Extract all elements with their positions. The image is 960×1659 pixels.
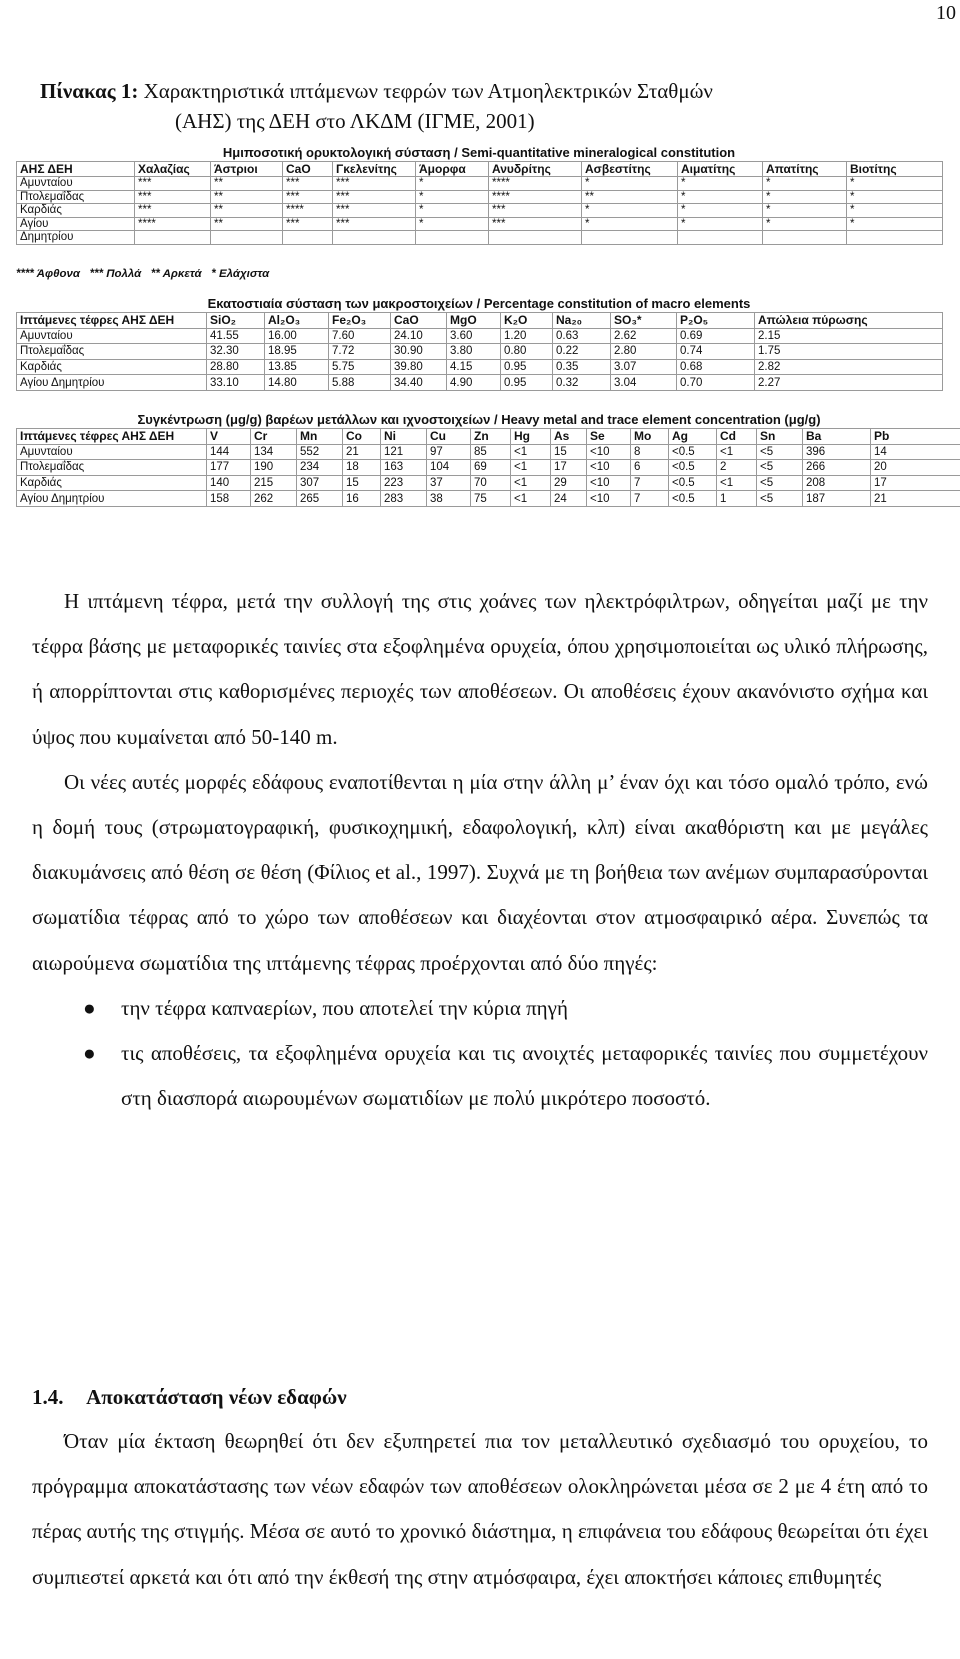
table-cell: ** [211,204,283,218]
table-cell: 307 [297,475,343,491]
table-row [17,177,943,191]
column-header: Γκελενίτης [333,162,416,177]
column-header: ΑΗΣ ΔΕΗ [17,162,135,177]
table-cell [847,231,943,245]
trace-elements-table [16,412,942,507]
table-row [17,475,960,491]
table-cell: 14.80 [265,375,329,391]
column-header: Cu [427,429,471,445]
mineralogical-table-title: Ημιποσοτική ορυκτολογική σύσταση / Semi-quantitative mineralogical constitution [222,145,736,160]
table-cell [416,231,489,245]
table-cell: ** [211,217,283,231]
row-label-cell: Αμυνταίου [17,177,135,191]
table-row [17,190,943,204]
row-label-cell: Πτολεμαΐδας [17,344,207,360]
table-cell: 3.04 [611,375,677,391]
list-item-text: τις αποθέσεις, τα εξοφλημένα ορυχεία και τις ανοιχτές μεταφορικές ταινίες που συμμετέχουν στη διασπορά αιωρουμένων σωματιδίων με πολύ μικρότερο ποσοστό. [121,1041,928,1111]
row-label-cell: Καρδιάς [17,475,207,491]
column-header: Mn [297,429,343,445]
column-header: Co [343,429,381,445]
table-cell: 1.75 [755,344,943,360]
table-cell: <1 [511,444,551,460]
table-cell: 0.95 [501,375,553,391]
section-heading [32,1385,347,1410]
table-cell: 2 [717,460,757,476]
table-cell: * [678,177,763,191]
table-cell: 33.10 [207,375,265,391]
column-header: P₂O₅ [677,313,755,329]
table-cell: 1 [717,491,757,507]
table-cell: *** [283,217,333,231]
body-text-top [0,579,960,1121]
column-header: Cd [717,429,757,445]
table-cell: *** [283,190,333,204]
macro-elements-grid [16,312,943,391]
table-cell: 266 [803,460,871,476]
table-cell: 6 [631,460,669,476]
table-cell: ** [211,177,283,191]
table-cell: <10 [587,475,631,491]
column-header: As [551,429,587,445]
table-cell: 187 [803,491,871,507]
table-cell: 208 [803,475,871,491]
table-cell: 97 [427,444,471,460]
table-cell: <1 [717,475,757,491]
column-header: Sn [757,429,803,445]
paragraph-restoration: Όταν μία έκταση θεωρηθεί ότι δεν εξυπηρετεί πια τον μεταλλευτικό σχεδιασμό του ορυχείου, το πρόγραμμα αποκατάστασης των νέων εδαφών των αποθέσεων ολοκληρώνεται μέσα σε 2 με 4 έτη από το πέρας αυτής της στιγμής. Μέσα σε αυτό το χρονικό διάστημα, η επιφάνεια του εδάφους θεωρείται ότι έχει συμπιεστεί αρκετά και ότι από την έκθεσή της στην ατμόσφαιρα, έχει αποκτήσει κάποιες επιθυμητές [32,1429,928,1589]
table-cell: 3.07 [611,359,677,375]
table-cell: <1 [511,491,551,507]
table-cell: * [763,177,847,191]
table-row [17,375,943,391]
list-item [83,986,928,1031]
table-cell: 34.40 [391,375,447,391]
paragraph-fly-ash-disposal: Η ιπτάμενη τέφρα, μετά την συλλογή της στις χοάνες των ηλεκτρόφιλτρων, οδηγείται μαζί με την τέφρα βάσης με μεταφορικές ταινίες στα εξοφλημένα ορυχεία, όπου χρησιμοποιείται ως υλικό πλήρωσης, ή απορρίπτονται στις καθορισμένες περιοχές των αποθέσεων. Οι αποθέσεις έχουν ακανόνιστο σχήμα και ύψος που κυμαίνεται από 50-140 m. [32,589,928,749]
mineralogical-grid [16,161,943,245]
table-row [17,344,943,360]
column-header: K₂O [501,313,553,329]
table-cell: **** [489,177,582,191]
table-cell: 24.10 [391,328,447,344]
table-cell: <5 [757,475,803,491]
page-number: 10 [936,2,956,24]
table-cell: *** [135,177,211,191]
column-header: Βιοτίτης [847,162,943,177]
table-cell: 70 [471,475,511,491]
table-cell: <1 [511,460,551,476]
table-cell: * [763,190,847,204]
table-cell: *** [333,190,416,204]
column-header: Ασβεστίτης [582,162,678,177]
column-header: Απατίτης [763,162,847,177]
table-cell: *** [333,217,416,231]
paragraph-new-soil-forms: Οι νέες αυτές μορφές εδάφους εναποτίθενται η μία στην άλλη μ’ έναν όχι και τόσο ομαλό τρόπο, ενώ η δομή τους (στρωματογραφική, φυσικοχημική, εδαφολογική, κλπ) είναι ακαθόριστη και με μεγάλες διακυμάνσεις από θέση σε θέση (Φίλιος et al., 1997). Συχνά με τη βοήθεια των ανέμων συμπαρασύρονται σωματίδια τέφρας από το χώρο των αποθέσεων και διαχέονται στον ατμοσφαιρικό αέρα. Συνεπώς τα αιωρούμενα σωματίδια της ιπτάμενης τέφρας προέρχονται από δύο πηγές: [32,769,928,975]
table-cell: 234 [297,460,343,476]
table-cell: 0.95 [501,359,553,375]
table-row [17,204,943,218]
table-cell: 38 [427,491,471,507]
table-cell: 163 [381,460,427,476]
table-cell: 41.55 [207,328,265,344]
table-cell: 2.62 [611,328,677,344]
table-cell: * [678,217,763,231]
table-cell: 17 [551,460,587,476]
table-cell: * [582,217,678,231]
table-cell: 3.80 [447,344,501,360]
table-cell: 28.80 [207,359,265,375]
table-cell: * [416,190,489,204]
column-header: Na₂₀ [553,313,611,329]
table-cell: * [416,177,489,191]
table-cell: <10 [587,491,631,507]
table-cell: <1 [511,475,551,491]
table-cell: * [847,217,943,231]
table-cell: 85 [471,444,511,460]
table-cell: 20 [871,460,960,476]
table-cell: ** [211,190,283,204]
table-cell: 69 [471,460,511,476]
table-cell: **** [489,190,582,204]
trace-elements-table-title: Συγκέντρωση (μg/g) βαρέων μετάλλων και ιχνοστοιχείων / Heavy metal and trace element concentration (μg/g) [137,412,821,427]
table-cell: 262 [251,491,297,507]
table-cell: 17 [871,475,960,491]
table-cell: 39.80 [391,359,447,375]
column-header: Ιπτάμενες τέφρες ΑΗΣ ΔΕΗ [17,313,207,329]
trace-elements-grid [16,428,960,507]
table-cell [678,231,763,245]
header-row [17,313,943,329]
table-cell [489,231,582,245]
table-cell: * [763,204,847,218]
bullet-icon: ● [83,995,96,1020]
table-cell [333,231,416,245]
table-cell: <0.5 [669,491,717,507]
column-header: Ιπτάμενες τέφρες ΑΗΣ ΔΕΗ [17,429,207,445]
column-header: SiO₂ [207,313,265,329]
table-cell: 1.20 [501,328,553,344]
table-row [17,217,943,231]
header-row [17,429,960,445]
table-cell: 104 [427,460,471,476]
table-cell: 0.35 [553,359,611,375]
table-cell: 0.80 [501,344,553,360]
table-cell: *** [489,204,582,218]
table-cell: 3.60 [447,328,501,344]
header-row [17,162,943,177]
table-cell: <0.5 [669,475,717,491]
table-cell [582,231,678,245]
table-cell: 2.82 [755,359,943,375]
table-row [17,460,960,476]
table-cell: 396 [803,444,871,460]
caption-line-1: Χαρακτηριστικά ιπτάμενων τεφρών των Ατμοηλεκτρικών Σταθμών [143,79,713,103]
table-cell: **** [283,204,333,218]
table-cell: 30.90 [391,344,447,360]
table-cell: 16 [343,491,381,507]
table-cell: 37 [427,475,471,491]
column-header: CaO [283,162,333,177]
table-cell: * [582,204,678,218]
table-cell: <10 [587,444,631,460]
table-cell: *** [283,177,333,191]
column-header: Ag [669,429,717,445]
table-cell: 2.27 [755,375,943,391]
table-cell: * [678,204,763,218]
abundance-legend: **** Άφθονα *** Πολλά ** Αρκετά * Ελάχιστα [16,268,270,280]
table-cell [763,231,847,245]
table-cell: 15 [343,475,381,491]
table-cell: 4.90 [447,375,501,391]
row-label-cell: Αγίου [17,217,135,231]
table-cell: 5.75 [329,359,391,375]
table-cell: *** [489,217,582,231]
table-cell: * [763,217,847,231]
table-cell: 2.80 [611,344,677,360]
table-cell: 177 [207,460,251,476]
column-header: Άστριοι [211,162,283,177]
section-title: Αποκατάσταση νέων εδαφών [86,1385,347,1409]
column-header: Cr [251,429,297,445]
column-header: SO₃* [611,313,677,329]
table-cell: 215 [251,475,297,491]
table-cell [211,231,283,245]
table-cell: 75 [471,491,511,507]
column-header: Ni [381,429,427,445]
table-cell: 7.60 [329,328,391,344]
table-cell: 0.22 [553,344,611,360]
column-header: Mo [631,429,669,445]
table-cell: 158 [207,491,251,507]
table-cell: <0.5 [669,444,717,460]
table-cell: <5 [757,491,803,507]
column-header: Hg [511,429,551,445]
table-cell: * [416,204,489,218]
column-header: Άμορφα [416,162,489,177]
table-cell: 0.32 [553,375,611,391]
table-cell: *** [135,190,211,204]
row-label-cell: Καρδιάς [17,204,135,218]
table-cell: <1 [717,444,757,460]
table-row [17,491,960,507]
table-cell: 223 [381,475,427,491]
table-cell: 7 [631,475,669,491]
caption-label: Πίνακας 1: [40,79,139,103]
column-header: Pb [871,429,960,445]
caption-line-2: (ΑΗΣ) της ΔΕΗ στο ΛΚΔΜ (ΙΓΜΕ, 2001) [175,109,535,133]
column-header: Ανυδρίτης [489,162,582,177]
column-header: Χαλαζίας [135,162,211,177]
table-cell: 0.63 [553,328,611,344]
table-cell: <10 [587,460,631,476]
table-cell: 24 [551,491,587,507]
table-cell: 14 [871,444,960,460]
table-cell: 29 [551,475,587,491]
table-cell: * [416,217,489,231]
table-cell: *** [333,177,416,191]
table-cell: * [847,177,943,191]
table-cell: 21 [343,444,381,460]
column-header: CaO [391,313,447,329]
table-cell: 4.15 [447,359,501,375]
table-cell: 5.88 [329,375,391,391]
table-cell: 140 [207,475,251,491]
list-item-text: την τέφρα καπναερίων, που αποτελεί την κύρια πηγή [121,995,568,1020]
table-cell: * [582,177,678,191]
row-label-cell: Αγίου Δημητρίου [17,491,207,507]
table-cell: ** [582,190,678,204]
table-row [17,444,960,460]
table-cell: **** [135,217,211,231]
table-cell: * [678,190,763,204]
table-cell: 283 [381,491,427,507]
sources-list [0,986,960,1122]
row-label-cell: Καρδιάς [17,359,207,375]
table-cell [283,231,333,245]
table-cell: 134 [251,444,297,460]
table-cell: *** [135,204,211,218]
table-cell: <5 [757,460,803,476]
table-cell: 7 [631,491,669,507]
column-header: Zn [471,429,511,445]
row-label-cell: Πτολεμαΐδας [17,460,207,476]
table-cell: *** [333,204,416,218]
table-row [17,231,943,245]
list-item [83,1031,928,1121]
column-header: Ba [803,429,871,445]
table-cell: 552 [297,444,343,460]
table-cell: <5 [757,444,803,460]
row-label-cell: Δημητρίου [17,231,135,245]
table-cell: 0.74 [677,344,755,360]
table-cell: 265 [297,491,343,507]
table-caption [40,76,920,136]
table-cell: <0.5 [669,460,717,476]
row-label-cell: Αμυνταίου [17,444,207,460]
column-header: Αιματίτης [678,162,763,177]
table-cell: 0.69 [677,328,755,344]
column-header: Απώλεια πύρωσης [755,313,943,329]
table-cell: 15 [551,444,587,460]
bullet-icon: ● [83,1041,96,1066]
table-cell: 21 [871,491,960,507]
table-cell: 144 [207,444,251,460]
body-text-bottom [0,1419,960,1600]
table-cell: 32.30 [207,344,265,360]
table-cell: 0.70 [677,375,755,391]
row-label-cell: Αγίου Δημητρίου [17,375,207,391]
row-label-cell: Αμυνταίου [17,328,207,344]
table-cell [135,231,211,245]
table-cell: 13.85 [265,359,329,375]
table-cell: 8 [631,444,669,460]
table-cell: 0.68 [677,359,755,375]
table-cell: * [847,204,943,218]
column-header: V [207,429,251,445]
section-number: 1.4. [32,1385,64,1409]
column-header: MgO [447,313,501,329]
macro-elements-table [16,296,942,391]
table-row [17,359,943,375]
mineralogical-table [16,145,942,245]
table-row [17,328,943,344]
table-cell: 7.72 [329,344,391,360]
column-header: Se [587,429,631,445]
table-cell: 18.95 [265,344,329,360]
table-cell: 190 [251,460,297,476]
table-cell: * [847,190,943,204]
table-cell: 18 [343,460,381,476]
row-label-cell: Πτολεμαΐδας [17,190,135,204]
column-header: Al₂O₃ [265,313,329,329]
column-header: Fe₂O₃ [329,313,391,329]
macro-elements-table-title: Εκατοστιαία σύσταση των μακροστοιχείων / Percentage constitution of macro elements [207,296,751,311]
table-cell: 2.15 [755,328,943,344]
table-cell: 16.00 [265,328,329,344]
table-cell: 121 [381,444,427,460]
